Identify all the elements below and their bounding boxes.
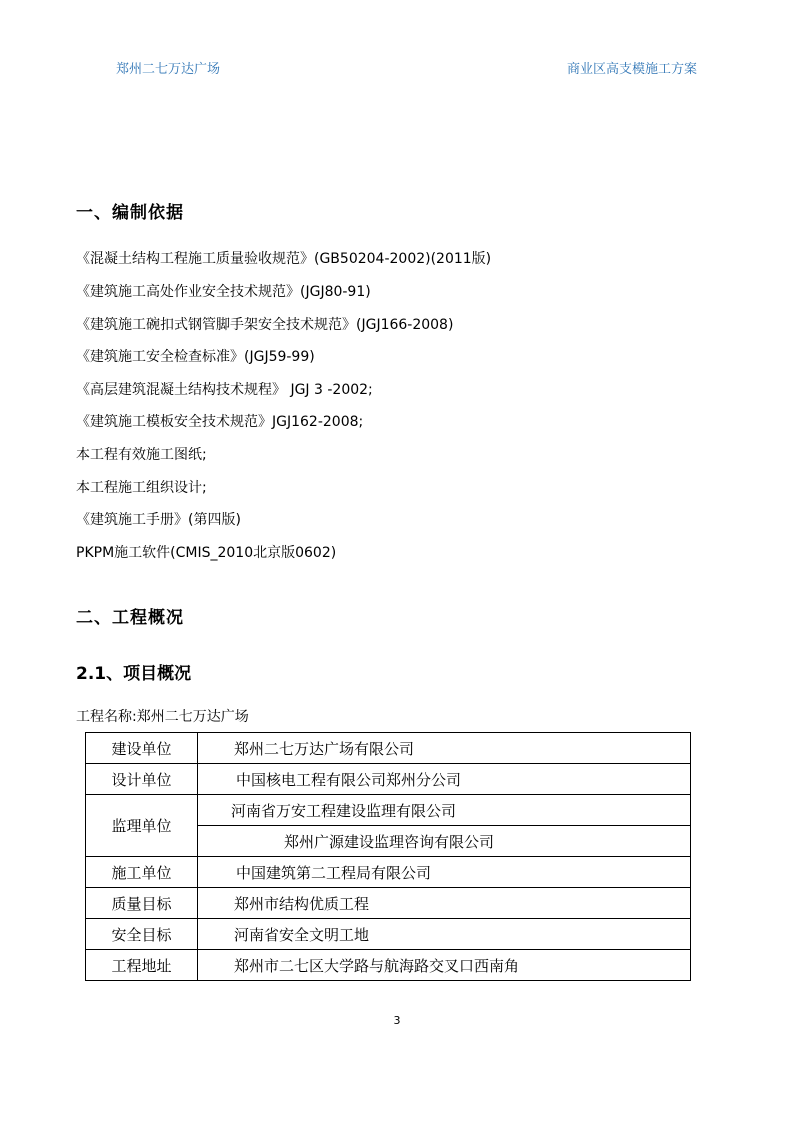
- table-row: [86, 764, 691, 795]
- row-label: 质量目标: [86, 888, 198, 919]
- reference-item: 本工程施工组织设计;: [76, 480, 207, 496]
- page-number: 3: [393, 1014, 401, 1027]
- reference-item: 《建筑施工模板安全技术规范》JGJ162-2008;: [76, 414, 364, 430]
- header-document-title: 商业区高支模施工方案: [567, 62, 698, 77]
- row-label: 安全目标: [86, 919, 198, 950]
- reference-item: 《建筑施工安全检查标准》(JGJ59-99): [76, 349, 315, 365]
- table-row: [86, 888, 691, 919]
- table-row: [86, 795, 691, 826]
- table-row: [86, 733, 691, 764]
- reference-item: 《建筑施工高处作业安全技术规范》(JGJ80-91): [76, 284, 371, 300]
- row-label: 建设单位: [86, 733, 198, 764]
- subsection-2-1-title: 2.1、项目概况: [76, 664, 192, 684]
- header-project-name: 郑州二七万达广场: [116, 62, 221, 77]
- row-value: 河南省万安工程建设监理有限公司: [198, 795, 691, 826]
- row-value: 河南省安全文明工地: [198, 919, 691, 950]
- reference-item: 《混凝土结构工程施工质量验收规范》(GB50204-2002)(2011版): [76, 251, 492, 267]
- row-value: 郑州市二七区大学路与航海路交叉口西南角: [198, 950, 691, 981]
- table-row: [86, 950, 691, 981]
- table-row: [86, 919, 691, 950]
- reference-item: 《建筑施工手册》(第四版): [76, 512, 241, 528]
- row-value: 郑州市结构优质工程: [198, 888, 691, 919]
- reference-item: 《建筑施工碗扣式钢管脚手架安全技术规范》(JGJ166-2008): [76, 317, 454, 333]
- project-info-table: [85, 732, 691, 981]
- row-label: 设计单位: [86, 764, 198, 795]
- row-label: 工程地址: [86, 950, 198, 981]
- reference-item: 《高层建筑混凝土结构技术规程》 JGJ 3 -2002;: [76, 382, 373, 398]
- row-label: 施工单位: [86, 857, 198, 888]
- row-value: 郑州广源建设监理咨询有限公司: [198, 826, 691, 857]
- reference-item: 本工程有效施工图纸;: [76, 447, 207, 463]
- table-row: [86, 857, 691, 888]
- reference-item: PKPM施工软件(CMIS_2010北京版0602): [76, 545, 337, 561]
- section-1-title: 一、编制依据: [76, 203, 184, 223]
- section-2-title: 二、工程概况: [76, 608, 184, 628]
- row-value: 中国核电工程有限公司郑州分公司: [198, 764, 691, 795]
- row-value: 郑州二七万达广场有限公司: [198, 733, 691, 764]
- row-value: 中国建筑第二工程局有限公司: [198, 857, 691, 888]
- row-label: 监理单位: [86, 795, 198, 857]
- project-name-line: 工程名称:郑州二七万达广场: [76, 709, 249, 725]
